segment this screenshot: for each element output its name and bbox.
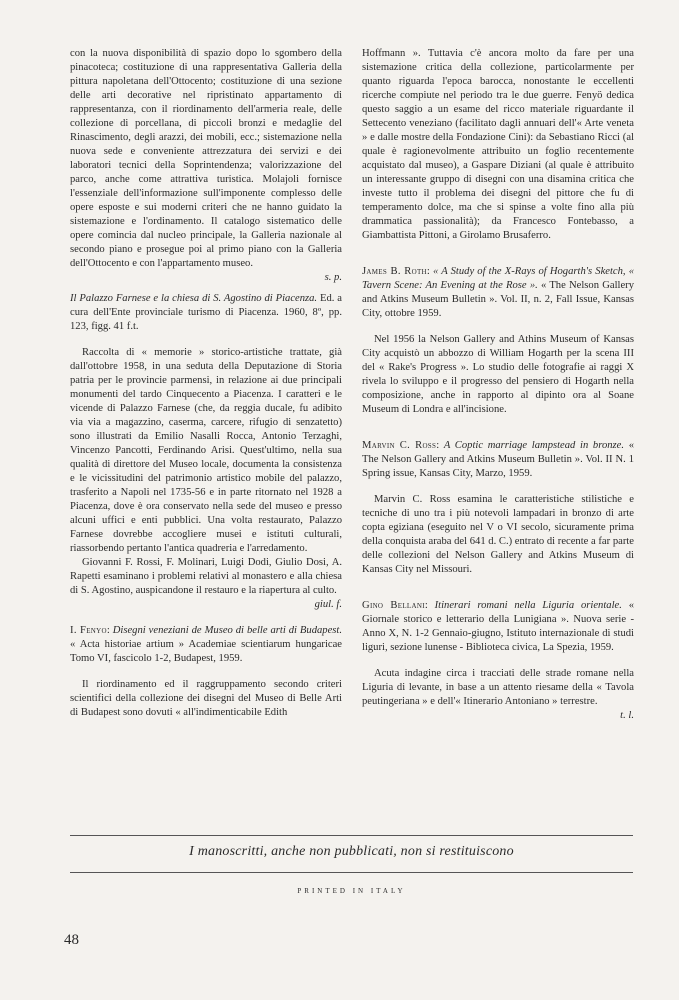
- entry-details: Ed. a cura dell'Ente provinciale turismo di Piacenza. 1960, 8º, pp. 123, figg. 41 f.t.: [70, 293, 343, 332]
- entry-title: Disegni veneziani de Museo di belle arti di Budapest.: [112, 625, 343, 636]
- bibliographic-entry: I. Fenyo: Disegni veneziani de Museo di belle arti di Budapest. « Acta historiae artium » Academiae scientiarum hungaricae Tomo VI, fascicolo 1-2, Budapest, 1959.: [70, 625, 343, 664]
- manuscripts-notice: I manoscritti, anche non pubblicati, non si restituiscono: [189, 844, 514, 859]
- entry-title: « A Study of the X-Rays of Hogarth's Sketch, « Tavern Scene: An Evening at the Rose ».: [362, 266, 634, 291]
- printed-in-italy: PRINTED IN ITALY: [297, 887, 406, 895]
- review-text: Marvin C. Ross esamina le caratteristiche stilistiche e tecniche di uno tra i più notevoli lampadari in bronzo di arte copta egiziana (eseguito nel V o VI secolo, sicuramente prima della conquista araba del 641 d. C.) entrato di recente a far parte delle collezioni del Nelson Gallery and Atkins Museum di Kansas City nel Missouri.: [362, 494, 634, 575]
- bibliographic-entry: [70, 292, 342, 334]
- review-text: Nel 1956 la Nelson Gallery and Athins Museum of Kansas City acquistò un abbozzo di William Hogarth per la scena III del « Rake's Progress ». Lo studio delle fotografie ai raggi X rivela lo sviluppo e il progresso del pensiero di Hogarth nella composizione, anche in rapporto al dipinto ora al Soane Museum di Londra e all'incisione.: [362, 334, 634, 415]
- entry-details: « The Nelson Gallery and Atkins Museum Bulletin ». Vol. II N. 1 Spring issue, Kansas City, Marzo, 1959.: [362, 440, 634, 479]
- entry-author: James B. Roth: [362, 266, 427, 277]
- reviewer-initials: giul. f.: [314, 599, 342, 610]
- bibliographic-entry: James B. Roth: « A Study of the X-Rays of Hogarth's Sketch, « Tavern Scene: An Evening at the Rose ». « The Nelson Gallery and Atkins Museum Bulletin ». Vol. II, n. 2, Fall Issue, Kansas City, ottobre 1959.: [362, 266, 634, 319]
- review-text: Acuta indagine circa i tracciati delle strade romane nella Liguria di levante, in base a un attento riesame della « Tavola peutingeriana » e dell'« Itinerario Antoniano » terrestre.: [362, 668, 634, 707]
- entry-author: Gino Bellani: [362, 600, 425, 611]
- entry-author: Marvin C. Ross: [362, 440, 437, 451]
- right-column: [362, 47, 634, 723]
- bibliographic-entry: Gino Bellani: Itinerari romani nella Liguria orientale. « Giornale storico e letterario della Lunigiana ». Nuova serie - Anno X, N. 1-2 Gennaio-giugno, Istituto internazionale di studi liguri, sezione lunense - Biblioteca civica, La Spezia, 1959.: [362, 600, 635, 653]
- reviewer-initials: t. l.: [620, 710, 634, 721]
- entry-title: A Coptic marriage lampstead in bronze.: [443, 440, 625, 451]
- entry-details: « Acta historiae artium » Academiae scientiarum hungaricae Tomo VI, fascicolo 1-2, Budapest, 1959.: [70, 639, 342, 664]
- entry-author: I. Fenyo: [70, 625, 107, 636]
- page-number: 48: [64, 932, 79, 948]
- review-text: Giovanni F. Rossi, F. Molinari, Luigi Dodi, Giulio Dosi, A. Rapetti esaminano i problemi relativi al monastero e alla chiesa di S. Agostino, auspicandone il restauro e la riapertura al culto.: [70, 557, 342, 596]
- left-column: [70, 47, 342, 720]
- review-text: Hoffmann ». Tuttavia c'è ancora molto da fare per una sistemazione critica della collezione, particolarmente per quanto riguarda l'epoca barocca, nonostante le eccellenti ricerche compiute nel periodo tra le due guerre. Fenyö dedica questo saggio a un esame del ricco materiale riguardante il Settecento veneziano (facilitato dagli annuari dell'« Arte veneta » e dalle mostre della Fondazione Cini): da Sebastiano Ricci (al quale è ragionevolmente attribuito un foglio recentemente acquistato dal museo), a Gaspare Diziani (al quale è attribuito un interessante gruppo di disegni con una disamina critica che investe tutto il problema dei disegni del pittore che fu di temperamento dolce, ma che si spinse a volte fino alla più drammatica passionalità); da Francesco Fontebasso, a Giambattista Pittoni, a Girolamo Brusaferro.: [362, 48, 634, 241]
- divider-bottom: [70, 872, 633, 873]
- review-text: Il riordinamento ed il raggruppamento secondo criteri scientifici della collezione dei disegni del Museo di Belle Arti di Budapest sono dovuti « all'indimenticabile Edith: [70, 679, 342, 718]
- reviewer-initials: s. p.: [324, 272, 342, 283]
- review-text: Raccolta di « memorie » storico-artistiche trattate, già dall'ottobre 1958, in una seduta della Deputazione di Storia patria per le provincie parmensi, in relazione ai due principali monumenti del tardo Cinquecento a Piacenza. I caratteri e le vicende di Palazzo Farnese (che, da reggia ducale, fu adibito via via a magazzino, caserma, carcere, rifugio di senzatetto) sono illustrati da Emilio Nasalli Rocca, Antonio Terzaghi, Vincenzo Pancotti, Ferdinando Arisi. Quest'ultimo, nella sua qualità di direttore del Museo locale, documenta la consistenza e le vicissitudini del patrimonio artistico mobile del palazzo, trasferito a Napoli nel 1735-56 e in parte ritornato nel 1928 a Piacenza, dove è ora conservato nella sede del museo e presso alcuni uffici e enti pubblici. Una volta restaurato, Palazzo Farnese dovrebbe accogliere musei e istituti culturali, riassorbendo pertanto l'antica quadreria e l'arredamento.: [70, 347, 342, 554]
- review-text: con la nuova disponibilità di spazio dopo lo sgombero della pinacoteca; costituzione di una rappresentativa Galleria della pittura napoletana dell'Ottocento; costituzione di una sezione delle arti decorative nel ripristinato appartamento di rappresentanza, con il riordinamento dell'armeria reale, delle collezione di porcellana, di piccoli bronzi e medaglie del Rinascimento, degli arazzi, dei mobili, ecc.; sistemazione nella nuova sede e conveniente attrezzatura dei servizi e dei laboratori tecnici della Soprintendenza; valorizzazione del parco, anche come attrattiva turistica. Molajoli fornisce l'essenziale dell'informazione sull'imponente complesso delle opere esposte e sui moderni criteri che ne hanno guidato la sistemazione e l'ordinamento. Il catalogo sistematico delle opere comincia dal nucleo principale, la Galleria nazionale al secondo piano e prosegue poi al primo piano con la Galleria dell'Ottocento e con l'appartamento museo.: [70, 48, 342, 269]
- entry-details: « The Nelson Gallery and Atkins Museum Bulletin ». Vol. II, n. 2, Fall Issue, Kansas City, ottobre 1959.: [362, 280, 634, 319]
- divider-top: [70, 835, 633, 836]
- bibliographic-entry: Marvin C. Ross: A Coptic marriage lampstead in bronze. « The Nelson Gallery and Atkins Museum Bulletin ». Vol. II N. 1 Spring issue, Kansas City, Marzo, 1959.: [362, 440, 634, 479]
- entry-title: Itinerari romani nella Liguria orientale.: [434, 600, 622, 611]
- entry-details: « Giornale storico e letterario della Lunigiana ». Nuova serie - Anno X, N. 1-2 Gennaio-giugno, Istituto internazionale di studi liguri, sezione lunense - Biblioteca civica, La Spezia, 1959.: [362, 600, 635, 653]
- entry-title: Il Palazzo Farnese e la chiesa di S. Agostino di Piacenza.: [70, 293, 318, 304]
